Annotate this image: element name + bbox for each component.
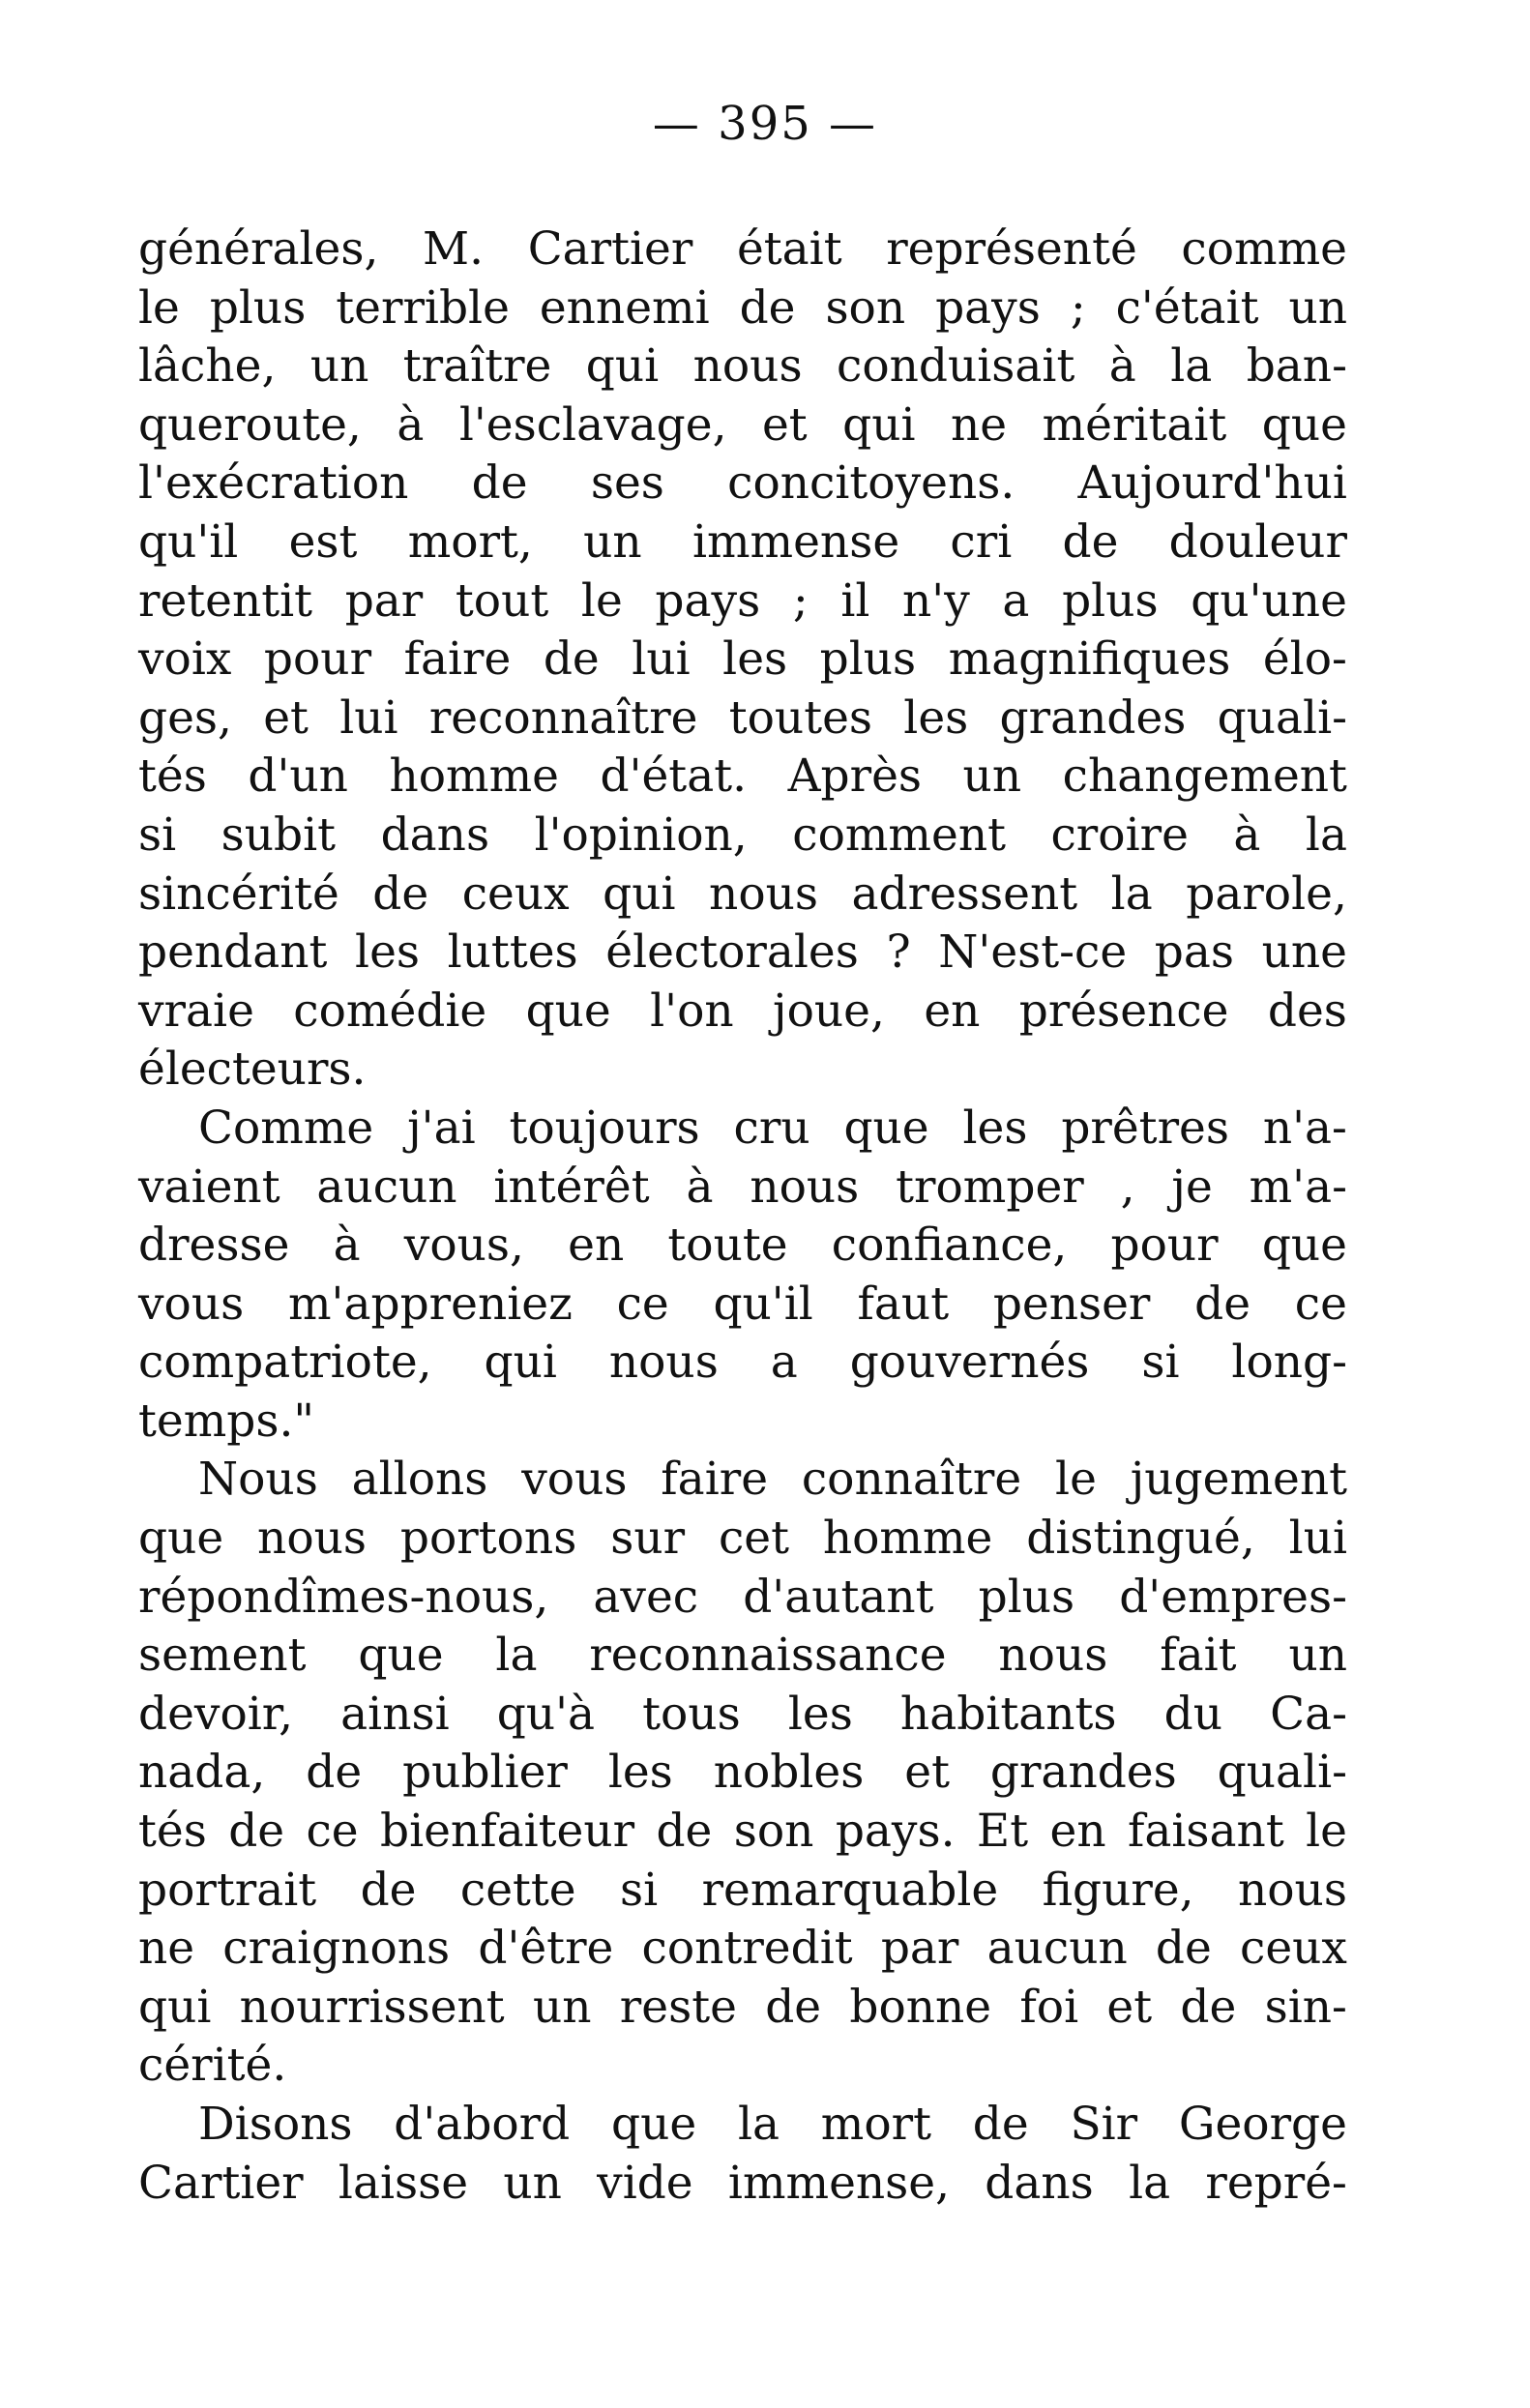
text-line: Nous allons vous faire connaître le jugement bbox=[198, 1453, 1347, 1507]
text-line: lâche, un traître qui nous conduisait à la ban- bbox=[138, 339, 1347, 394]
text-line: sement que la reconnaissance nous fait un bbox=[138, 1629, 1347, 1683]
text-line: voix pour faire de lui les plus magnifiques élo- bbox=[138, 632, 1347, 687]
text-line: portrait de cette si remarquable figure, nous bbox=[138, 1863, 1347, 1917]
text-line: le plus terrible ennemi de son pays ; c'était un bbox=[138, 280, 1347, 335]
text-line: tés de ce bienfaiteur de son pays. Et en faisant le bbox=[138, 1805, 1347, 1859]
text-line: pendant les luttes électorales ? N'est-ce pas une bbox=[138, 925, 1347, 980]
text-line: qu'il est mort, un immense cri de douleur bbox=[138, 514, 1347, 569]
text-line: vraie comédie que l'on joue, en présence des bbox=[138, 984, 1347, 1038]
text-line: répondîmes-nous, avec d'autant plus d'empres- bbox=[138, 1570, 1347, 1624]
page-number: — 395 — bbox=[652, 97, 878, 151]
text-line: si subit dans l'opinion, comment croire à la bbox=[138, 808, 1347, 862]
text-line: nada, de publier les nobles et grandes quali- bbox=[138, 1746, 1347, 1800]
text-line: temps." bbox=[138, 1394, 315, 1448]
text-line: devoir, ainsi qu'à tous les habitants du Ca- bbox=[138, 1687, 1347, 1741]
paragraph bbox=[138, 2096, 1347, 2213]
text-line: queroute, à l'esclavage, et qui ne méritait que bbox=[138, 397, 1347, 452]
text-line: cérité. bbox=[138, 2039, 287, 2093]
text-line: retentit par tout le pays ; il n'y a plus qu'une bbox=[138, 573, 1347, 628]
text-line: que nous portons sur cet homme distingué, lui bbox=[138, 1512, 1347, 1566]
paragraph bbox=[138, 220, 1347, 1100]
text-line: sincérité de ceux qui nous adressent la parole, bbox=[138, 866, 1347, 921]
text-line: électeurs. bbox=[138, 1042, 367, 1097]
paragraph bbox=[138, 1451, 1347, 2096]
text-line: tés d'un homme d'état. Après un changement bbox=[138, 749, 1347, 804]
text-line: qui nourrissent un reste de bonne foi et de sin- bbox=[138, 1980, 1347, 2034]
text-line: générales, M. Cartier était représenté comme bbox=[138, 222, 1347, 276]
text-line: compatriote, qui nous a gouvernés si long- bbox=[138, 1336, 1347, 1390]
text-line: Cartier laisse un vide immense, dans la repré- bbox=[138, 2156, 1347, 2210]
paragraph bbox=[138, 1100, 1347, 1452]
body-text bbox=[138, 220, 1347, 2213]
text-line: dresse à vous, en toute confiance, pour que bbox=[138, 1219, 1347, 1273]
text-line: vaient aucun intérêt à nous tromper , je m'a- bbox=[138, 1160, 1347, 1214]
text-line: ne craignons d'être contredit par aucun de ceux bbox=[138, 1922, 1347, 1976]
text-line: Comme j'ai toujours cru que les prêtres n'a- bbox=[198, 1101, 1347, 1155]
text-line: Disons d'abord que la mort de Sir George bbox=[198, 2098, 1347, 2151]
text-line: l'exécration de ses concitoyens. Aujourd'hui bbox=[138, 456, 1347, 511]
text-line: vous m'appreniez ce qu'il faut penser de ce bbox=[138, 1277, 1347, 1331]
text-line: ges, et lui reconnaître toutes les grandes quali- bbox=[138, 690, 1347, 745]
